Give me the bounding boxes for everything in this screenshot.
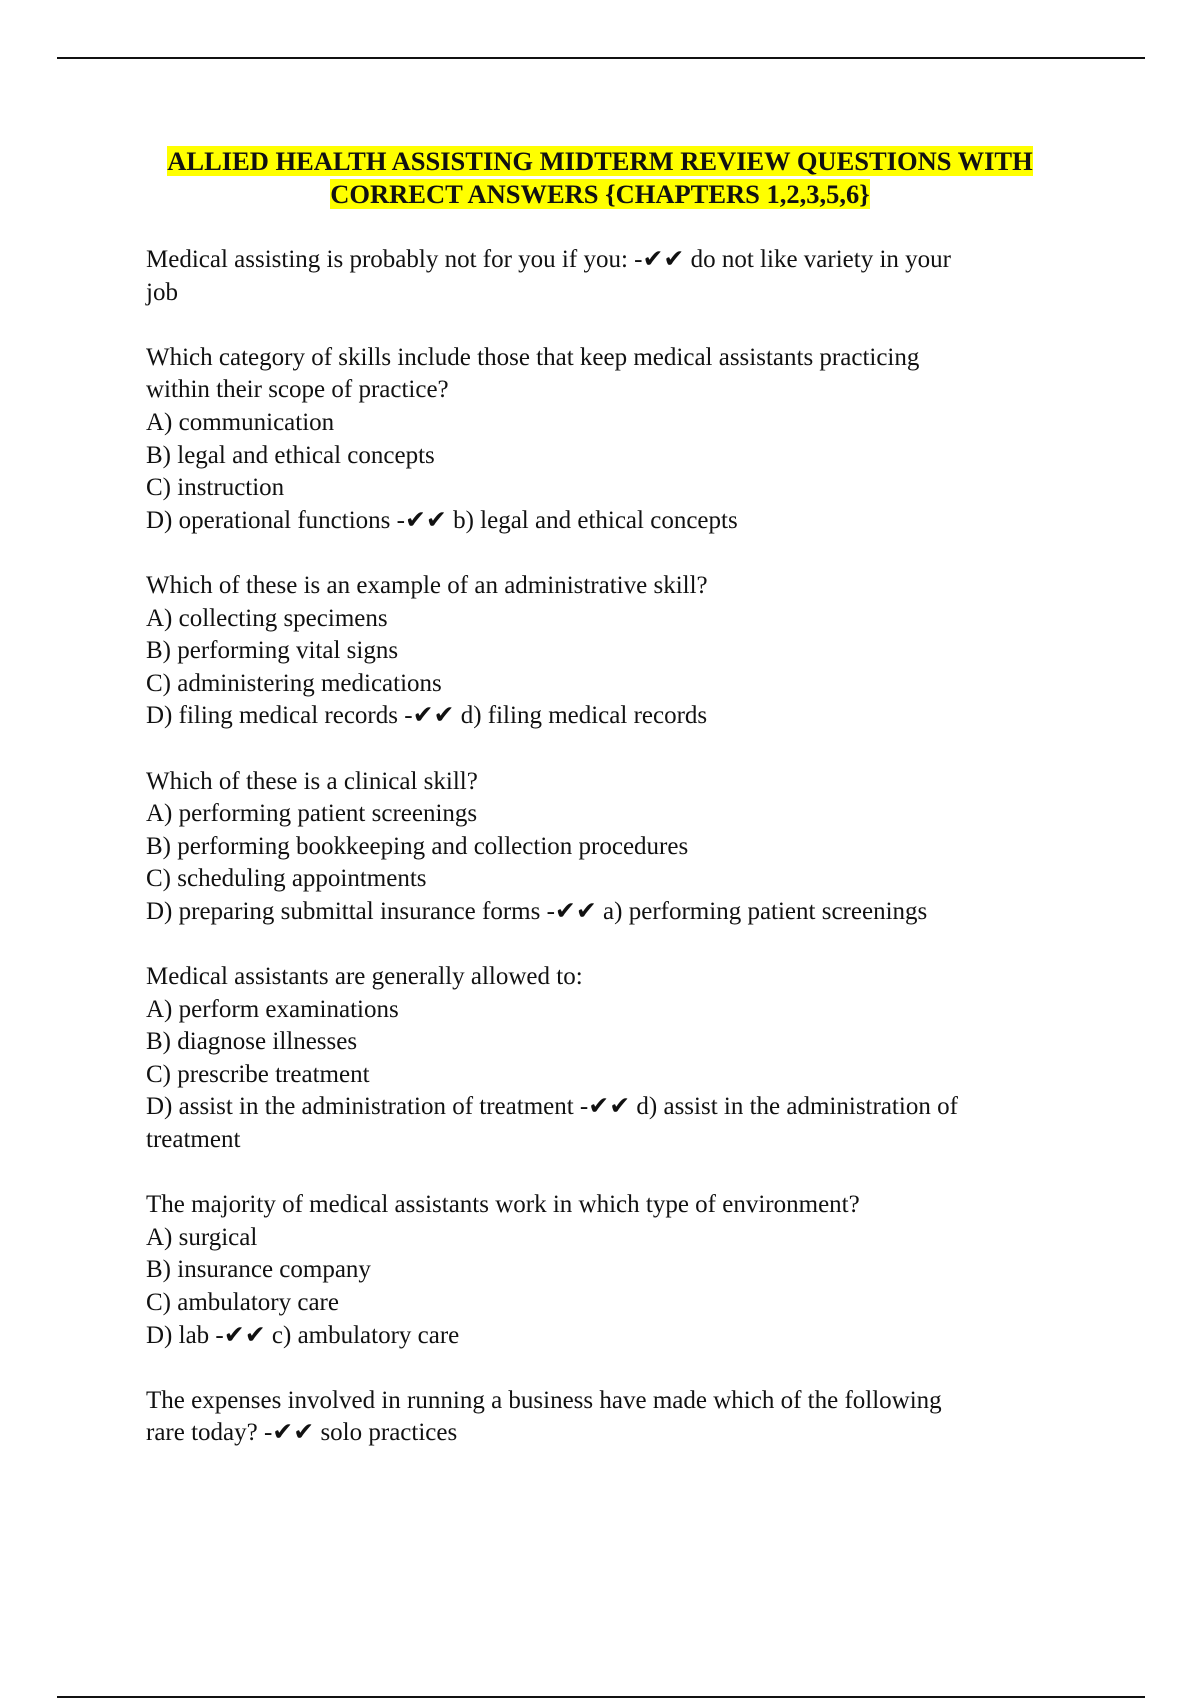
header-rule bbox=[57, 57, 1145, 59]
question-line: job bbox=[146, 278, 178, 306]
question-block bbox=[146, 342, 1106, 538]
question-line: Medical assistants are generally allowed to: bbox=[146, 963, 583, 991]
question-line: B) insurance company bbox=[146, 1256, 371, 1284]
question-line: D) assist in the administration of treatment -✔✔ d) assist in the administration of bbox=[146, 1093, 958, 1121]
question-line: C) administering medications bbox=[146, 669, 442, 697]
title-line-1: ALLIED HEALTH ASSISTING MIDTERM REVIEW QUESTIONS WITH bbox=[167, 146, 1033, 176]
question-line: A) perform examinations bbox=[146, 995, 399, 1023]
question-block bbox=[146, 244, 1106, 309]
question-line: D) preparing submittal insurance forms -✔✔ a) performing patient screenings bbox=[146, 897, 928, 925]
question-line: A) performing patient screenings bbox=[146, 800, 478, 828]
question-block bbox=[146, 961, 1106, 1157]
question-line: C) instruction bbox=[146, 474, 285, 502]
question-line: within their scope of practice? bbox=[146, 376, 449, 404]
question-block bbox=[146, 766, 1106, 929]
question-line: Medical assisting is probably not for you if you: -✔✔ do not like variety in your bbox=[146, 246, 951, 273]
question-block bbox=[146, 1189, 1106, 1352]
question-line: C) prescribe treatment bbox=[146, 1060, 370, 1088]
question-block bbox=[146, 1385, 1106, 1450]
question-line: B) legal and ethical concepts bbox=[146, 441, 435, 469]
document-body bbox=[146, 244, 1106, 1483]
question-line: The majority of medical assistants work in which type of environment? bbox=[146, 1191, 860, 1219]
question-line: B) performing bookkeeping and collection procedures bbox=[146, 832, 689, 860]
question-line: D) lab -✔✔ c) ambulatory care bbox=[146, 1321, 460, 1349]
question-block bbox=[146, 570, 1106, 733]
question-line: A) communication bbox=[146, 408, 335, 436]
title-line-2: CORRECT ANSWERS {CHAPTERS 1,2,3,5,6} bbox=[330, 178, 870, 209]
question-line: Which category of skills include those that keep medical assistants practicing bbox=[146, 343, 920, 371]
question-line: A) collecting specimens bbox=[146, 604, 388, 632]
question-line: A) surgical bbox=[146, 1223, 258, 1251]
question-line: C) ambulatory care bbox=[146, 1289, 339, 1316]
question-line: D) operational functions -✔✔ b) legal and ethical concepts bbox=[146, 506, 738, 534]
question-line: Which of these is an example of an administrative skill? bbox=[146, 571, 708, 599]
question-line: treatment bbox=[146, 1126, 241, 1154]
footer-rule bbox=[57, 1696, 1145, 1698]
document-title bbox=[100, 145, 1100, 210]
question-line: rare today? -✔✔ solo practices bbox=[146, 1419, 458, 1447]
question-line: The expenses involved in running a business have made which of the following bbox=[146, 1386, 942, 1414]
question-line: Which of these is a clinical skill? bbox=[146, 767, 478, 795]
question-line: B) performing vital signs bbox=[146, 637, 399, 665]
question-line: B) diagnose illnesses bbox=[146, 1028, 358, 1056]
question-line: C) scheduling appointments bbox=[146, 865, 427, 893]
question-line: D) filing medical records -✔✔ d) filing medical records bbox=[146, 702, 708, 730]
